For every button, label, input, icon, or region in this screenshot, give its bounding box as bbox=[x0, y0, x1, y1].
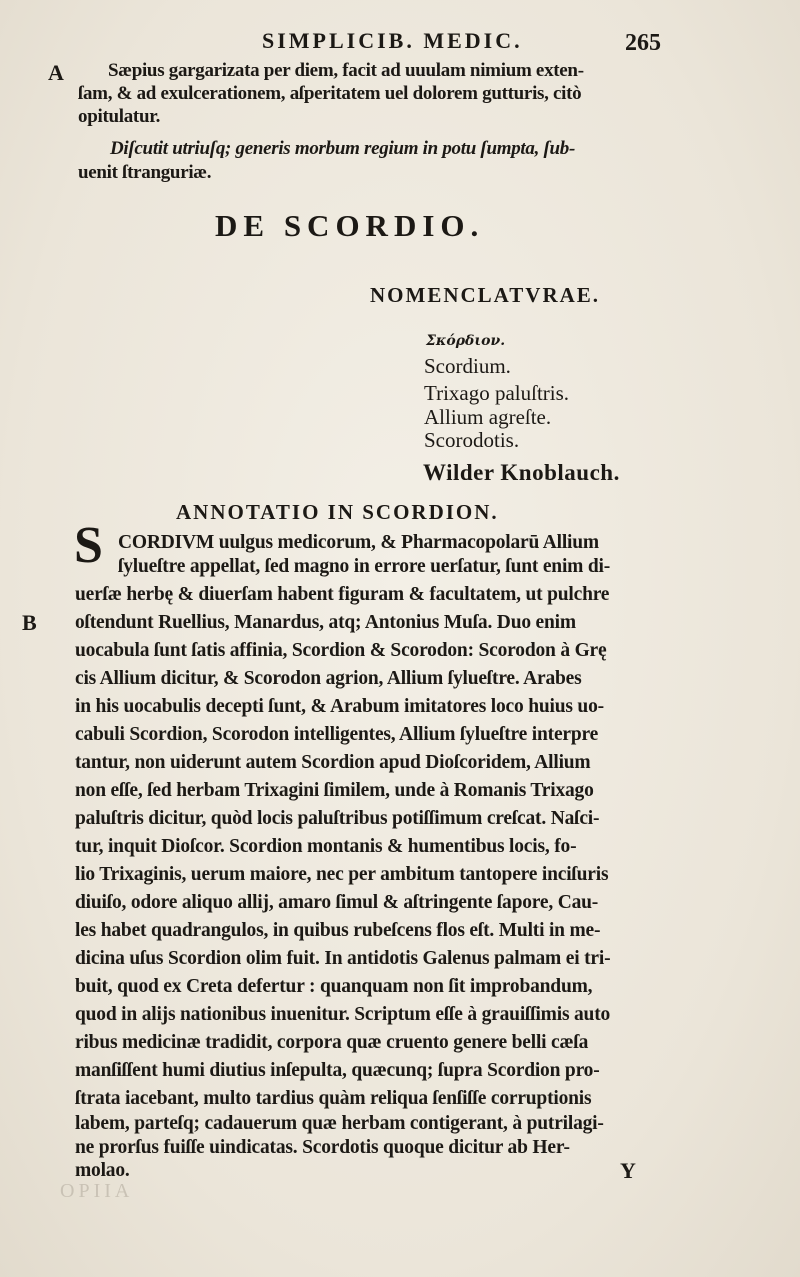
annotation-line: manſiſſent humi diutius inſepulta, quæcunq; ſupra Scordion pro- bbox=[75, 1060, 600, 1081]
annotation-line: ſylueſtre appellat, ſed magno in errore uerſatur, ſunt enim di- bbox=[118, 556, 611, 577]
annotation-line: oſtendunt Ruellius, Manardus, atq; Antonius Muſa. Duo enim bbox=[75, 612, 576, 633]
annotation-line: uerſæ herbę & diuerſam habent figuram & facultatem, ut pulchre bbox=[75, 584, 610, 605]
greek-name: Σκόρδιον. bbox=[426, 333, 506, 349]
annotation-line: quod in alijs nationibus inuenitur. Scriptum eſſe à grauiſſimis auto bbox=[75, 1004, 611, 1025]
annotation-line: ne prorſus fuiſſe uindicatas. Scordotis quoque dicitur ab Her- bbox=[75, 1137, 570, 1158]
annotation-line: ribus medicinæ tradidit, corpora quæ cruento genere belli cæſa bbox=[75, 1032, 589, 1053]
text-line: uenit ſtranguriæ. bbox=[78, 162, 212, 183]
annotation-line: paluſtris dicitur, quòd locis paluſtribus potiſſimum creſcat. Naſci- bbox=[75, 808, 600, 829]
nomenclature-item: Scorodotis. bbox=[424, 428, 520, 452]
annotation-line: cabuli Scordion, Scorodon intelligentes, Allium ſylueſtre interpre bbox=[75, 724, 599, 745]
text-line: opitulatur. bbox=[78, 106, 161, 127]
nomenclature-item: Allium agreſte. bbox=[424, 405, 552, 429]
annotation-line: buit, quod ex Creta defertur : quanquam non ſit improbandum, bbox=[75, 976, 593, 997]
annotation-line: uocabula ſunt ſatis affinia, Scordion & Scorodon: Scorodon à Grę bbox=[75, 640, 607, 661]
german-name: Wilder Knoblauch. bbox=[423, 460, 620, 485]
text-line: Sæpius gargarizata per diem, facit ad uuulam nimium exten- bbox=[108, 60, 584, 81]
catchword: Y bbox=[620, 1158, 636, 1183]
annotation-line: ſtrata iacebant, multo tardius quàm reliqua ſenſiſſe corruptionis bbox=[75, 1088, 592, 1109]
annotation-line: non eſſe, ſed herbam Trixagini ſimilem, unde à Romanis Trixago bbox=[75, 780, 594, 801]
margin-letter-a: A bbox=[48, 60, 64, 85]
annotation-line: in his uocabulis decepti ſunt, & Arabum imitatores loco huius uo- bbox=[75, 696, 604, 717]
bleed-through-text: OPIIA bbox=[60, 1180, 134, 1202]
annotation-line: diuiſo, odore aliquo allij, amaro ſimul & aſtringente ſapore, Cau- bbox=[75, 892, 599, 913]
annotation-title: ANNOTATIO IN SCORDION. bbox=[176, 500, 499, 524]
nomenclature-item: Scordium. bbox=[424, 354, 511, 378]
annotation-line: tantur, non uiderunt autem Scordion apud Dioſcoridem, Allium bbox=[75, 752, 591, 773]
annotation-line: les habet quadrangulos, in quibus rubeſcens flos eſt. Multi in me- bbox=[75, 920, 601, 941]
section-title: DE SCORDIO. bbox=[215, 208, 485, 243]
annotation-line: dicina uſus Scordion olim fuit. In antidotis Galenus palmam ei tri- bbox=[75, 948, 611, 969]
annotation-line: labem, parteſq; cadauerum quæ herbam contigerant, à putrilagi- bbox=[75, 1113, 604, 1134]
page-number: 265 bbox=[625, 30, 661, 56]
text-line: Diſcutit utriuſq; generis morbum regium in potu ſumpta, ſub- bbox=[110, 138, 575, 159]
annotation-line: molao. bbox=[75, 1160, 130, 1181]
annotation-line: tur, inquit Dioſcor. Scordion montanis & humentibus locis, fo- bbox=[75, 836, 577, 857]
nomenclature-item: Trixago paluſtris. bbox=[424, 381, 570, 405]
annotation-line: cis Allium dicitur, & Scorodon agrion, Allium ſylueſtre. Arabes bbox=[75, 668, 582, 689]
annotation-line: lio Trixaginis, uerum maiore, nec per ambitum tantopere inciſuris bbox=[75, 864, 609, 885]
running-head: SIMPLICIB. MEDIC. bbox=[262, 28, 523, 53]
drop-cap: S bbox=[74, 517, 103, 574]
margin-letter-b: B bbox=[22, 610, 37, 635]
text-line: ſam, & ad exulcerationem, aſperitatem uel dolorem gutturis, citò bbox=[78, 83, 582, 104]
annotation-line: CORDIVM uulgus medicorum, & Pharmacopolarū Allium bbox=[118, 532, 599, 553]
nomenclature-title: NOMENCLATVRAE. bbox=[370, 283, 601, 307]
